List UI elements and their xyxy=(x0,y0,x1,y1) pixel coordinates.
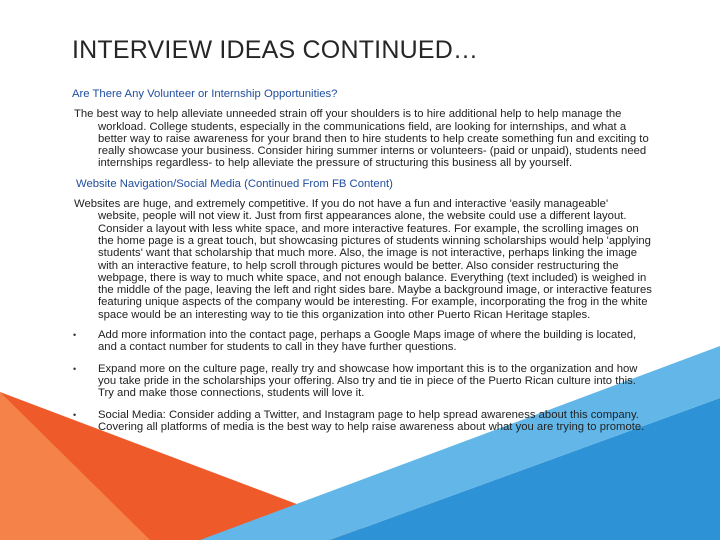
bullet-item-culture xyxy=(72,363,652,400)
bullet-item-social-media xyxy=(72,409,652,434)
website-subheading: Website Navigation/Social Media (Continued From FB Content) xyxy=(76,177,393,190)
bullet-text: Add more information into the contact page, perhaps a Google Maps image of where the building is located, and a contact number for students to call in they have further questions. xyxy=(98,329,637,354)
internship-paragraph: The best way to help alleviate unneeded strain off your shoulders is to hire additional help to help manage the workload. College students, especially in the communications field, are looking for internships, and what a better way to raise awareness for your brand then to hire students to help create something fun and exciting to really showcase your business. Consider hiring summer interns or volunteers- (paid or unpaid), students need internships regardless- to help alleviate the pressure of structuring this business all by yourself. xyxy=(74,108,649,170)
bullet-list xyxy=(72,329,652,433)
bullet-icon: • xyxy=(73,330,77,341)
website-paragraph: Websites are huge, and extremely competitive. If you do not have a fun and interactive 'easily manageable' website, people will not view it. Just from first appearances alone, the website could use a different layout. Consider a layout with less white space, and more interactive features. For example, the scrolling images on the home page is a great touch, but showcasing pictures of students winning scholarships would help 'applying students' want that scholarship that much more. Also, the image is not interactive, perhaps linking the image with an interactive feature, to help scroll through pictures would be better. Also consider restructuring the webpage, there is way to much white space, and not enough balance. Everything (text included) is weighed in the middle of the page, leaving the left and right sides bare. Maybe a background image, or interactive features featuring unique aspects of the company would be interesting. For example, incorporating the frog in the white space would be an interesting way to tie this organization into other Puerto Rican Heritage staples. xyxy=(74,198,652,321)
slide-title: INTERVIEW IDEAS CONTINUED… xyxy=(72,36,479,64)
bullet-text: Social Media: Consider adding a Twitter, and Instagram page to help spread awareness about this company. Covering all platforms of media is the best way to help raise awareness about what you are trying to promote. xyxy=(98,408,645,433)
bullet-icon: • xyxy=(73,363,77,374)
bullet-item-contact xyxy=(72,329,652,354)
bullet-icon: • xyxy=(73,409,77,420)
bullet-text: Expand more on the culture page, really try and showcase how important this is to the organization and how you take pride in the scholarships your offering. Also try and tie in piece of the Puerto Rican culture into this. Try and make those connections, students will love it. xyxy=(98,362,638,400)
slide-content xyxy=(72,88,652,442)
question-heading: Are There Any Volunteer or Internship Opportunities? xyxy=(72,88,338,100)
